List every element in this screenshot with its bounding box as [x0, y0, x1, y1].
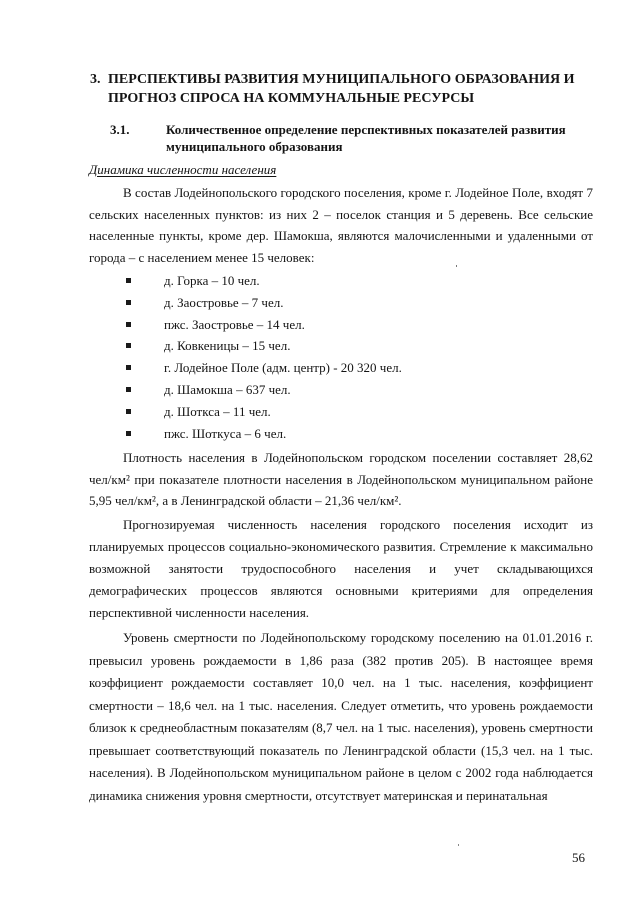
list-item-text: д. Шоткса – 11 чел. [164, 403, 271, 419]
list-item [126, 335, 402, 357]
bullet-icon [126, 278, 131, 283]
list-item [126, 379, 402, 401]
list-item-text: д. Горка – 10 чел. [164, 273, 260, 288]
section-number: 3. [90, 72, 101, 87]
bullet-icon [126, 365, 131, 370]
list-item-text: г. Лодейное Поле (адм. центр) - 20 320 чел. [164, 360, 402, 376]
subsection-title: Количественное определение перспективных показателей развития муниципального образования [166, 122, 566, 154]
list-item [126, 357, 402, 379]
list-item [126, 314, 402, 336]
paragraph-mortality: Уровень смертности по Лодейнопольскому городскому поселению на 01.01.2016 г. превысил уровень рождаемости в 1,86 раза (382 против 205). В настоящее время коэффициент рождаемости составляет 10,0 чел. на 1 тыс. населения, коэффициент смертности – 18,6 чел. на 1 тыс. населения. Следует отметить, что уровень рождаемости близок к среднеобластным показателям (8,7 чел. на 1 тыс. населения), уровень смертности превышает соответствующий показатель по Ленинградской области (15,3 чел. на 1 тыс. населения). В Лодейнопольском муниципальном районе в целом с 2002 года наблюдается динамика снижения уровня смертности, отсутствует материнская и перинатальная [89, 630, 593, 803]
subsection-heading [110, 121, 580, 155]
section-title: ПЕРСПЕКТИВЫ РАЗВИТИЯ МУНИЦИПАЛЬНОГО ОБРАЗОВАНИЯ И ПРОГНОЗ СПРОСА НА КОММУНАЛЬНЫЕ РЕСУРСЫ [108, 72, 575, 106]
list-item [126, 292, 402, 314]
scan-speck [456, 265, 457, 267]
list-item-text: д. Шамокша – 637 чел. [164, 381, 291, 397]
list-item [126, 401, 402, 423]
paragraph-settlements-intro: В состав Лодейнопольского городского поселения, кроме г. Лодейное Поле, входят 7 сельских населенных пунктов: из них 2 – поселок станция и 5 деревень. Все сельские населенные пункты, кроме дер. Шамокша, являются малочисленными и удаленными от города – с населением менее 15 человек: [89, 185, 593, 265]
list-item-text: пжс. Шоткуса – 6 чел. [164, 425, 287, 441]
bullet-icon [126, 431, 131, 436]
settlements-list [126, 270, 402, 444]
list-item [126, 270, 402, 292]
topic-subheading: Динамика численности населения [89, 162, 277, 177]
paragraph-density: Плотность населения в Лодейнопольском городском поселении составляет 28,62 чел/км² при показателе плотности населения в Лодейнопольском муниципальном районе 5,95 чел/км², а в Ленинградской области – 21,36 чел/км². [89, 450, 593, 508]
bullet-icon [126, 387, 131, 392]
bullet-icon [126, 409, 131, 414]
page-number: 56 [572, 850, 585, 865]
list-item-text: д. Заостровье – 7 чел. [164, 294, 284, 310]
paragraph-forecast: Прогнозируемая численность населения городского поселения исходит из планируемых процессов социально-экономического развития. Стремление к максимально возможной занятости трудоспособного населения и учет складывающихся демографических процессов являются основными критериями для определения перспективной численности населения. [89, 517, 593, 620]
list-item-text: пжс. Заостровье – 14 чел. [164, 316, 305, 332]
bullet-icon [126, 343, 131, 348]
bullet-icon [126, 322, 131, 327]
list-item [126, 423, 402, 445]
list-item-text: д. Ковкеницы – 15 чел. [164, 338, 291, 354]
subsection-number: 3.1. [110, 122, 130, 137]
section-heading [90, 70, 600, 108]
scan-speck [458, 844, 459, 846]
bullet-icon [126, 300, 131, 305]
